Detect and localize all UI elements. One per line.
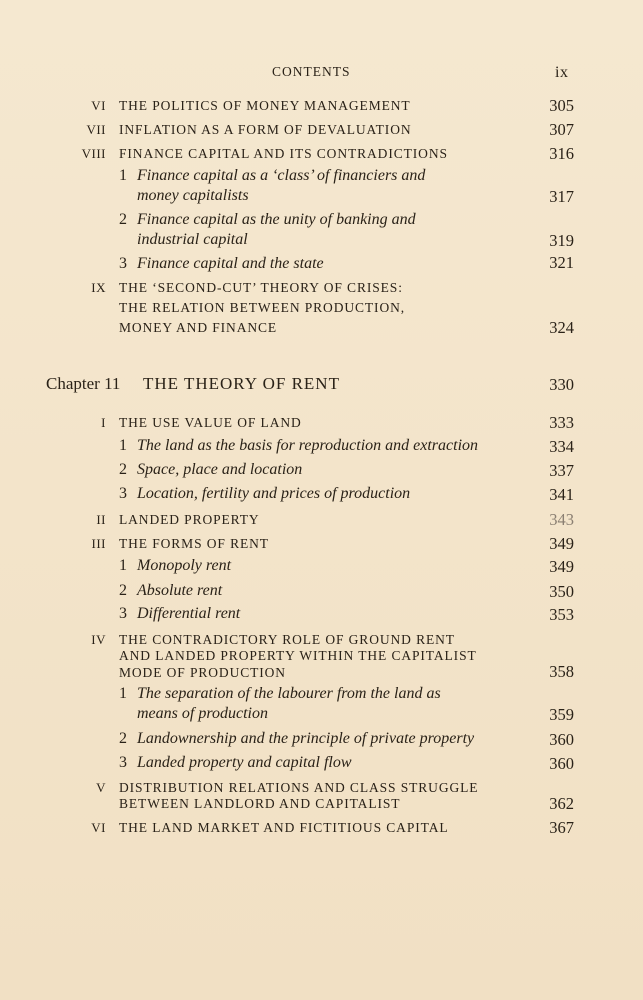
toc-entry-title-line1: DISTRIBUTION RELATIONS AND CLASS STRUGGLE [119, 780, 479, 795]
toc-entry-page: 343 [549, 510, 574, 529]
subsection-number: 3 [119, 754, 127, 771]
toc-entry-title: LANDED PROPERTY [119, 512, 260, 527]
toc-entry-page: 316 [549, 144, 574, 163]
subsection-title-line2: industrial capital [137, 231, 248, 248]
toc-entry-title-line3: MONEY AND FINANCE [119, 320, 278, 335]
toc-entry-title-line2: BETWEEN LANDLORD AND CAPITALIST [119, 796, 401, 811]
toc-entry-title-line2: THE RELATION BETWEEN PRODUCTION, [119, 300, 406, 315]
section-number: III [91, 536, 106, 551]
subsection-title: Space, place and location [137, 461, 303, 478]
subsection-title-line1: The separation of the labourer from the land as [137, 685, 441, 702]
running-header-page-number: ix [555, 64, 569, 81]
toc-entry-page: 337 [549, 461, 574, 480]
subsection-title: Landownership and the principle of private property [137, 730, 475, 747]
subsection-number: 2 [119, 211, 127, 228]
toc-entry-title: FINANCE CAPITAL AND ITS CONTRADICTIONS [119, 146, 448, 161]
subsection-title-line2: means of production [137, 705, 268, 722]
toc-entry-title: THE USE VALUE OF LAND [119, 415, 302, 430]
subsection-number: 2 [119, 461, 127, 478]
subsection-title: The land as the basis for reproduction and extraction [137, 437, 479, 454]
subsection-number: 1 [119, 557, 127, 574]
subsection-number: 2 [119, 582, 127, 599]
toc-entry-page: 333 [549, 413, 574, 432]
subsection-title-line1: Finance capital as the unity of banking and [137, 211, 416, 228]
section-number: II [96, 512, 106, 527]
section-number: I [101, 415, 106, 430]
toc-entry-page: 321 [549, 253, 574, 272]
toc-entry-page: 307 [549, 120, 574, 139]
toc-entry-page: 349 [549, 557, 574, 576]
toc-entry-title-line1: THE CONTRADICTORY ROLE OF GROUND RENT [119, 632, 455, 647]
toc-entry-title-line3: MODE OF PRODUCTION [119, 665, 286, 680]
subsection-title: Landed property and capital flow [137, 754, 352, 771]
toc-entry-title-line1: THE ‘SECOND-CUT’ THEORY OF CRISES: [119, 280, 403, 295]
subsection-number: 1 [119, 167, 127, 184]
toc-entry-page: 360 [549, 730, 574, 749]
section-number: VII [86, 122, 106, 137]
toc-entry-page: 349 [549, 534, 574, 553]
toc-entry-page: 353 [549, 605, 574, 624]
toc-entry-page: 367 [549, 818, 574, 837]
subsection-title: Location, fertility and prices of production [137, 485, 411, 502]
toc-entry-page: 360 [549, 754, 574, 773]
subsection-number: 1 [119, 437, 127, 454]
toc-entry-page: 305 [549, 96, 574, 115]
subsection-title-line2: money capitalists [137, 187, 249, 204]
toc-entry-page: 350 [549, 582, 574, 601]
toc-entry-title: THE POLITICS OF MONEY MANAGEMENT [119, 98, 411, 113]
chapter-page: 330 [549, 375, 574, 394]
section-number: VIII [81, 146, 106, 161]
toc-entry-title: INFLATION AS A FORM OF DEVALUATION [119, 122, 412, 137]
toc-entry-page: 362 [549, 794, 574, 813]
subsection-title-line1: Finance capital as a ‘class’ of financiers and [137, 167, 426, 184]
toc-entry-page: 359 [549, 705, 574, 724]
subsection-title: Monopoly rent [137, 557, 232, 574]
section-number: VI [91, 98, 106, 113]
toc-entry-title: THE LAND MARKET AND FICTITIOUS CAPITAL [119, 820, 449, 835]
subsection-title: Absolute rent [137, 582, 223, 599]
subsection-number: 1 [119, 685, 127, 702]
chapter-title: THE THEORY OF RENT [143, 374, 340, 393]
subsection-number: 3 [119, 255, 127, 272]
toc-entry-page: 324 [549, 318, 574, 337]
section-number: IX [91, 280, 106, 295]
subsection-number: 3 [119, 485, 127, 502]
toc-entry-page: 358 [549, 662, 574, 681]
subsection-number: 2 [119, 730, 127, 747]
subsection-number: 3 [119, 605, 127, 622]
toc-entry-page: 334 [549, 437, 574, 456]
section-number: IV [91, 632, 106, 647]
toc-entry-title: THE FORMS OF RENT [119, 536, 269, 551]
subsection-title: Finance capital and the state [137, 255, 324, 272]
subsection-title: Differential rent [137, 605, 241, 622]
toc-entry-page: 317 [549, 187, 574, 206]
toc-entry-page: 341 [549, 485, 574, 504]
toc-entry-title-line2: AND LANDED PROPERTY WITHIN THE CAPITALIST [119, 648, 477, 663]
running-header-title: CONTENTS [272, 64, 351, 79]
toc-entry-page: 319 [549, 231, 574, 250]
chapter-label: Chapter 11 [46, 374, 121, 393]
section-number: VI [91, 820, 106, 835]
section-number: V [96, 780, 106, 795]
